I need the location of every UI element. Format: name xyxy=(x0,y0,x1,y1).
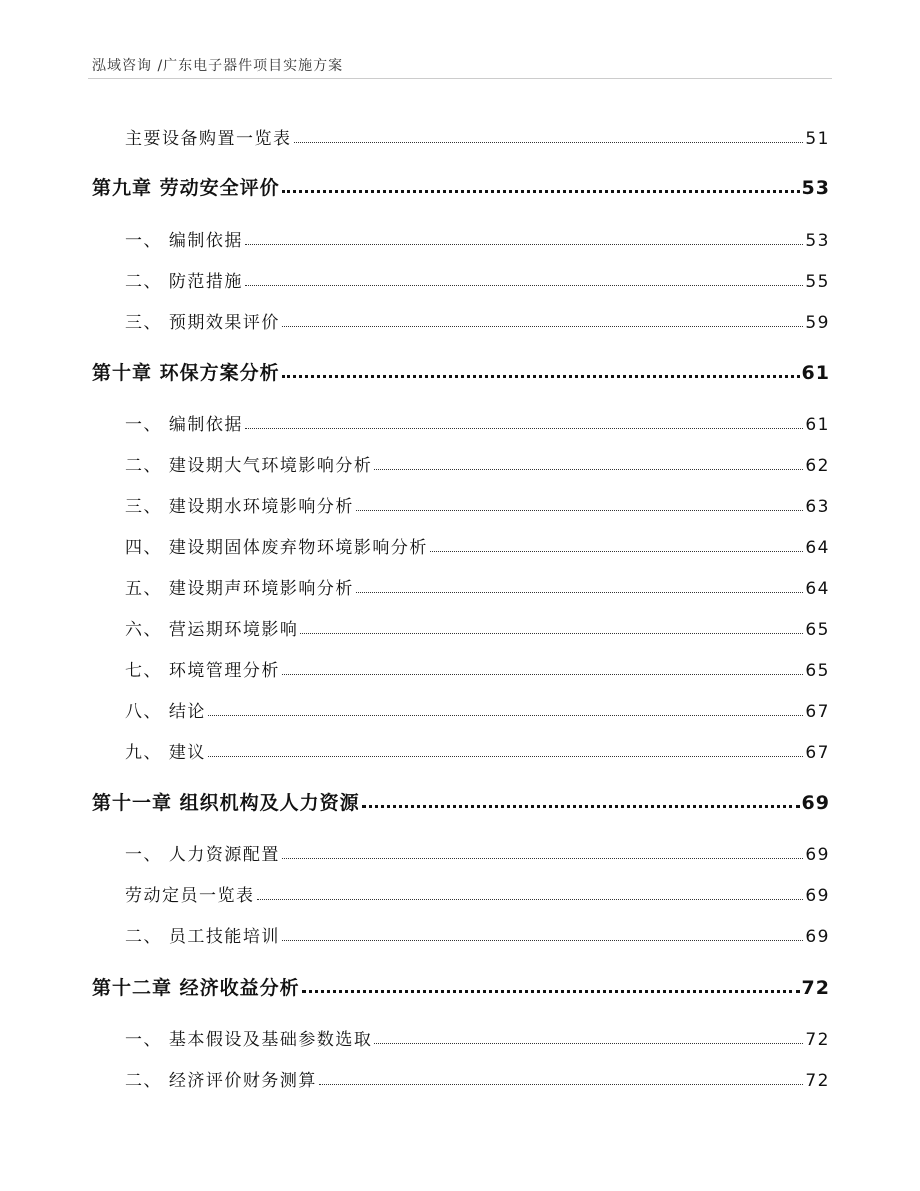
toc-entry-title: 劳动定员一览表 xyxy=(125,886,255,906)
toc-dot-leader xyxy=(302,975,800,994)
toc-entry-page: 59 xyxy=(805,313,830,333)
toc-chapter[interactable] xyxy=(92,358,830,385)
toc-entry-title: 六、 营运期环境影响 xyxy=(125,620,299,640)
toc-entry-page: 65 xyxy=(805,620,830,640)
toc-dot-leader xyxy=(208,700,803,717)
toc-entry-page: 65 xyxy=(805,661,830,681)
toc-chapter[interactable] xyxy=(92,973,830,1000)
toc-entry-page: 69 xyxy=(805,886,830,906)
toc-entry-page: 51 xyxy=(805,129,830,149)
toc-dot-leader xyxy=(282,175,800,194)
toc-chapter-title: 第九章 劳动安全评价 xyxy=(92,177,280,199)
toc-entry-page: 63 xyxy=(805,497,830,517)
toc-chapter-title: 第十章 环保方案分析 xyxy=(92,362,280,384)
toc-dot-leader xyxy=(282,843,803,860)
toc-entry-title: 三、 建设期水环境影响分析 xyxy=(125,497,354,517)
toc-entry-title: 三、 预期效果评价 xyxy=(125,313,280,333)
toc-chapter-page: 61 xyxy=(801,362,830,384)
toc-entry-title: 四、 建设期固体废弃物环境影响分析 xyxy=(125,538,428,558)
toc-chapter-page: 69 xyxy=(801,792,830,814)
toc-entry[interactable] xyxy=(125,922,830,947)
toc-entry-page: 72 xyxy=(805,1030,830,1050)
toc-entry-page: 67 xyxy=(805,702,830,722)
toc-dot-leader xyxy=(356,495,803,512)
toc-dot-leader xyxy=(257,884,804,901)
toc-dot-leader xyxy=(282,311,803,328)
toc-dot-leader xyxy=(282,360,800,379)
toc-chapter[interactable] xyxy=(92,788,830,815)
toc-entry-title: 二、 经济评价财务测算 xyxy=(125,1071,317,1091)
toc-chapter-title: 第十一章 组织机构及人力资源 xyxy=(92,792,360,814)
toc-entry-page: 72 xyxy=(805,1071,830,1091)
toc-entry-page: 62 xyxy=(805,456,830,476)
header-divider xyxy=(88,78,832,79)
toc-chapter[interactable] xyxy=(92,173,830,200)
toc-entry[interactable] xyxy=(125,1066,830,1091)
toc-dot-leader xyxy=(282,925,803,942)
toc-entry[interactable] xyxy=(125,615,830,640)
toc-entry-title: 二、 防范措施 xyxy=(125,272,243,292)
toc-entry[interactable] xyxy=(125,881,830,906)
toc-entry-title: 七、 环境管理分析 xyxy=(125,661,280,681)
toc-entry-page: 64 xyxy=(805,579,830,599)
toc-entry[interactable] xyxy=(125,124,830,149)
toc-entry[interactable] xyxy=(125,226,830,251)
toc-entry-title: 一、 人力资源配置 xyxy=(125,845,280,865)
toc-dot-leader xyxy=(362,790,800,809)
toc-entry-title: 五、 建设期声环境影响分析 xyxy=(125,579,354,599)
toc-dot-leader xyxy=(374,454,803,471)
toc-entry-page: 53 xyxy=(805,231,830,251)
toc-entry[interactable] xyxy=(125,267,830,292)
toc-dot-leader xyxy=(319,1069,803,1086)
toc-entry[interactable] xyxy=(125,1025,830,1050)
toc-entry[interactable] xyxy=(125,451,830,476)
toc-chapter-page: 72 xyxy=(801,977,830,999)
toc-entry-page: 69 xyxy=(805,845,830,865)
toc-entry[interactable] xyxy=(125,492,830,517)
toc-dot-leader xyxy=(430,536,803,553)
toc-dot-leader xyxy=(208,741,803,758)
toc-entry-title: 一、 编制依据 xyxy=(125,231,243,251)
toc-dot-leader xyxy=(245,413,803,430)
toc-entry-page: 69 xyxy=(805,927,830,947)
toc-dot-leader xyxy=(245,229,803,246)
toc-entry-title: 二、 建设期大气环境影响分析 xyxy=(125,456,373,476)
toc-entry-title: 八、 结论 xyxy=(125,702,206,722)
toc-entry[interactable] xyxy=(125,697,830,722)
toc-entry-page: 61 xyxy=(805,415,830,435)
toc-entry-title: 九、 建议 xyxy=(125,743,206,763)
toc-dot-leader xyxy=(245,270,803,287)
toc-entry[interactable] xyxy=(125,656,830,681)
toc-entry[interactable] xyxy=(125,410,830,435)
toc-entry-title: 一、 编制依据 xyxy=(125,415,243,435)
toc-entry-title: 主要设备购置一览表 xyxy=(125,129,292,149)
toc-dot-leader xyxy=(300,618,803,635)
toc-entry[interactable] xyxy=(125,738,830,763)
toc-chapter-page: 53 xyxy=(801,177,830,199)
running-header: 泓域咨询 /广东电子器件项目实施方案 xyxy=(92,58,344,74)
toc-entry[interactable] xyxy=(125,533,830,558)
toc-entry-title: 二、 员工技能培训 xyxy=(125,927,280,947)
toc-entry[interactable] xyxy=(125,308,830,333)
toc-entry-page: 64 xyxy=(805,538,830,558)
toc-entry-page: 67 xyxy=(805,743,830,763)
toc-entry-title: 一、 基本假设及基础参数选取 xyxy=(125,1030,373,1050)
toc-entry[interactable] xyxy=(125,840,830,865)
toc-entry-page: 55 xyxy=(805,272,830,292)
toc-dot-leader xyxy=(356,577,803,594)
toc-chapter-title: 第十二章 经济收益分析 xyxy=(92,977,300,999)
toc-dot-leader xyxy=(294,127,804,144)
toc-dot-leader xyxy=(374,1028,803,1045)
toc-entry[interactable] xyxy=(125,574,830,599)
toc-dot-leader xyxy=(282,659,803,676)
